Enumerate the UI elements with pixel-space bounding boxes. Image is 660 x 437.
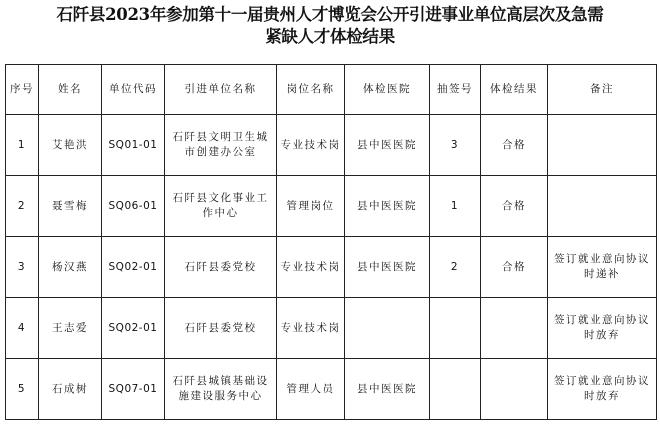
cell-name: 石成树	[39, 359, 102, 420]
cell-name: 杨汉燕	[39, 237, 102, 298]
result-table	[5, 64, 657, 420]
cell-seq: 1	[6, 115, 39, 176]
table-row	[6, 115, 657, 176]
cell-seq: 4	[6, 298, 39, 359]
cell-unit-name: 石阡县城镇基础设施建设服务中心	[165, 359, 277, 420]
cell-seq: 2	[6, 176, 39, 237]
header-position: 岗位名称	[277, 65, 345, 115]
header-unit-code: 单位代码	[102, 65, 165, 115]
header-lot-number: 抽签号	[430, 65, 481, 115]
cell-remark	[548, 115, 657, 176]
cell-result: 合格	[481, 176, 548, 237]
cell-position: 专业技术岗	[277, 237, 345, 298]
cell-lot-number: 3	[430, 115, 481, 176]
cell-position: 专业技术岗	[277, 115, 345, 176]
title-line-1: 石阡县2023年参加第十一届贵州人才博览会公开引进事业单位高层次及急需	[56, 5, 604, 24]
cell-hospital: 县中医医院	[345, 359, 430, 420]
cell-lot-number: 1	[430, 176, 481, 237]
cell-unit-name: 石阡县委党校	[165, 298, 277, 359]
cell-unit-code: SQ01-01	[102, 115, 165, 176]
table-row	[6, 176, 657, 237]
cell-position: 专业技术岗	[277, 298, 345, 359]
cell-lot-number: 2	[430, 237, 481, 298]
cell-unit-name: 石阡县委党校	[165, 237, 277, 298]
cell-result	[481, 359, 548, 420]
header-name: 姓名	[39, 65, 102, 115]
cell-remark: 签订就业意向协议时递补	[548, 237, 657, 298]
cell-position: 管理岗位	[277, 176, 345, 237]
cell-name: 王志爱	[39, 298, 102, 359]
cell-lot-number	[430, 359, 481, 420]
cell-result: 合格	[481, 237, 548, 298]
header-seq: 序号	[6, 65, 39, 115]
cell-remark	[548, 176, 657, 237]
header-remark: 备注	[548, 65, 657, 115]
cell-lot-number	[430, 298, 481, 359]
cell-unit-code: SQ06-01	[102, 176, 165, 237]
cell-unit-code: SQ02-01	[102, 298, 165, 359]
cell-remark: 签订就业意向协议时放弃	[548, 298, 657, 359]
cell-result: 合格	[481, 115, 548, 176]
cell-name: 艾艳洪	[39, 115, 102, 176]
cell-seq: 3	[6, 237, 39, 298]
table-header-row	[6, 65, 657, 115]
header-result: 体检结果	[481, 65, 548, 115]
table-row	[6, 298, 657, 359]
header-hospital: 体检医院	[345, 65, 430, 115]
cell-seq: 5	[6, 359, 39, 420]
title-line-2: 紧缺人才体检结果	[265, 27, 395, 46]
cell-unit-code: SQ02-01	[102, 237, 165, 298]
cell-result	[481, 298, 548, 359]
cell-name: 聂雪梅	[39, 176, 102, 237]
cell-unit-name: 石阡县文明卫生城市创建办公室	[165, 115, 277, 176]
cell-hospital: 县中医医院	[345, 237, 430, 298]
table-row	[6, 359, 657, 420]
cell-unit-code: SQ07-01	[102, 359, 165, 420]
cell-unit-name: 石阡县文化事业工作中心	[165, 176, 277, 237]
cell-hospital	[345, 298, 430, 359]
cell-hospital: 县中医医院	[345, 176, 430, 237]
header-unit-name: 引进单位名称	[165, 65, 277, 115]
document-title	[0, 4, 660, 48]
table-row	[6, 237, 657, 298]
cell-position: 管理人员	[277, 359, 345, 420]
cell-remark: 签订就业意向协议时放弃	[548, 359, 657, 420]
cell-hospital: 县中医医院	[345, 115, 430, 176]
